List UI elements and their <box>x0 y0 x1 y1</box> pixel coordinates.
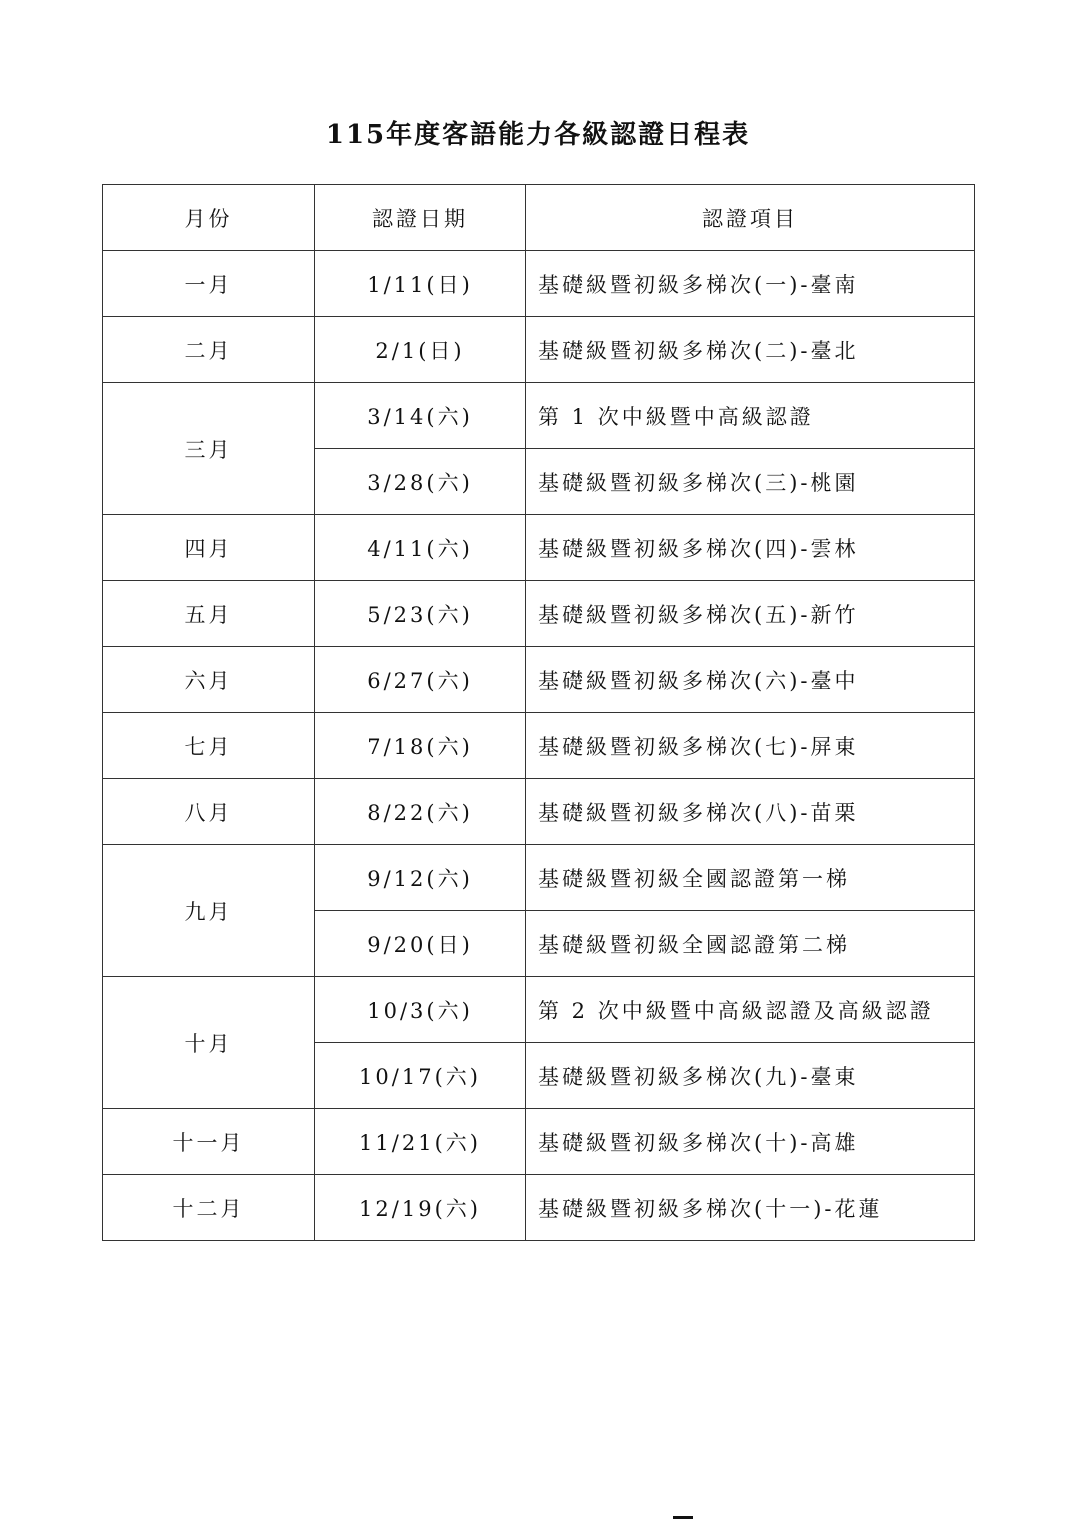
date-cell: 2/1(日) <box>315 317 526 383</box>
table-row <box>103 713 975 779</box>
item-cell: 基礎級暨初級多梯次(九)-臺東 <box>526 1043 975 1109</box>
month-cell: 十月 <box>103 977 315 1109</box>
item-cell: 基礎級暨初級多梯次(八)-苗栗 <box>526 779 975 845</box>
table-row <box>103 317 975 383</box>
table-row <box>103 779 975 845</box>
table-row <box>103 581 975 647</box>
item-cell: 基礎級暨初級多梯次(六)-臺中 <box>526 647 975 713</box>
date-cell: 10/17(六) <box>315 1043 526 1109</box>
item-cell: 基礎級暨初級多梯次(三)-桃園 <box>526 449 975 515</box>
month-cell: 二月 <box>103 317 315 383</box>
header-row <box>103 185 975 251</box>
date-cell: 9/12(六) <box>315 845 526 911</box>
item-cell: 基礎級暨初級多梯次(一)-臺南 <box>526 251 975 317</box>
date-cell: 11/21(六) <box>315 1109 526 1175</box>
month-cell: 六月 <box>103 647 315 713</box>
table-row <box>103 251 975 317</box>
item-cell: 基礎級暨初級多梯次(二)-臺北 <box>526 317 975 383</box>
item-cell: 第 2 次中級暨中高級認證及高級認證 <box>526 977 975 1043</box>
date-cell: 7/18(六) <box>315 713 526 779</box>
table-row <box>103 647 975 713</box>
item-cell: 基礎級暨初級全國認證第一梯 <box>526 845 975 911</box>
month-cell: 九月 <box>103 845 315 977</box>
date-cell: 9/20(日) <box>315 911 526 977</box>
table-row <box>103 1175 975 1241</box>
month-cell: 四月 <box>103 515 315 581</box>
schedule-body <box>103 251 975 1241</box>
item-cell: 基礎級暨初級多梯次(十一)-花蓮 <box>526 1175 975 1241</box>
month-cell: 一月 <box>103 251 315 317</box>
table-row <box>103 845 975 911</box>
table-row <box>103 1109 975 1175</box>
date-cell: 5/23(六) <box>315 581 526 647</box>
date-cell: 12/19(六) <box>315 1175 526 1241</box>
header-date: 認證日期 <box>315 185 526 251</box>
date-cell: 4/11(六) <box>315 515 526 581</box>
page-number-mark <box>673 1516 693 1519</box>
table-row <box>103 977 975 1043</box>
month-cell: 五月 <box>103 581 315 647</box>
month-cell: 八月 <box>103 779 315 845</box>
date-cell: 3/14(六) <box>315 383 526 449</box>
page-title: 115年度客語能力各級認證日程表 <box>325 120 751 150</box>
header-item: 認證項目 <box>526 185 975 251</box>
month-cell: 七月 <box>103 713 315 779</box>
date-cell: 8/22(六) <box>315 779 526 845</box>
date-cell: 3/28(六) <box>315 449 526 515</box>
item-cell: 第 1 次中級暨中高級認證 <box>526 383 975 449</box>
item-cell: 基礎級暨初級全國認證第二梯 <box>526 911 975 977</box>
schedule-table <box>102 184 975 1241</box>
date-cell: 10/3(六) <box>315 977 526 1043</box>
table-row <box>103 515 975 581</box>
month-cell: 十一月 <box>103 1109 315 1175</box>
item-cell: 基礎級暨初級多梯次(四)-雲林 <box>526 515 975 581</box>
table-row <box>103 383 975 449</box>
item-cell: 基礎級暨初級多梯次(七)-屏東 <box>526 713 975 779</box>
date-cell: 1/11(日) <box>315 251 526 317</box>
item-cell: 基礎級暨初級多梯次(十)-高雄 <box>526 1109 975 1175</box>
header-month: 月份 <box>103 185 315 251</box>
item-cell: 基礎級暨初級多梯次(五)-新竹 <box>526 581 975 647</box>
month-cell: 三月 <box>103 383 315 515</box>
date-cell: 6/27(六) <box>315 647 526 713</box>
month-cell: 十二月 <box>103 1175 315 1241</box>
